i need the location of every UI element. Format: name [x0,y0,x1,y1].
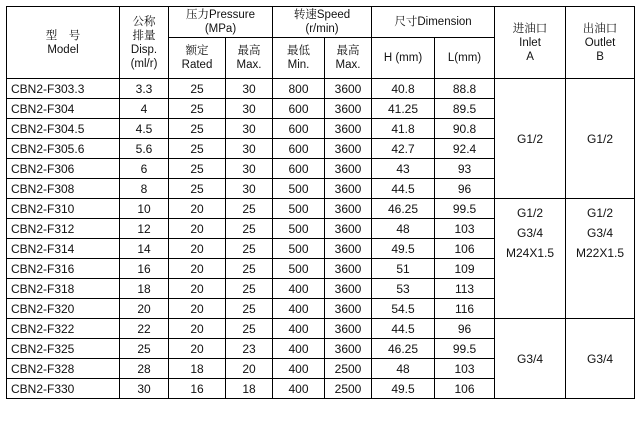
header-model-en: Model [47,43,79,56]
outlet-value: G1/2 [587,131,614,146]
cell-smax: 3600 [325,199,372,219]
cell-model: CBN2-F304.5 [7,119,120,139]
header-dimension [372,7,495,38]
cell-l: 106 [435,239,495,259]
header-speed-min [273,38,325,79]
cell-smax: 2500 [325,359,372,379]
cell-smin: 600 [273,159,325,179]
header-outlet-letter: B [596,50,604,63]
cell-smin: 400 [273,379,325,399]
cell-inlet-group-2 [495,199,566,319]
cell-h: 44.5 [372,179,435,199]
spec-table [6,6,635,399]
cell-smax: 3600 [325,119,372,139]
cell-smax: 2500 [325,379,372,399]
cell-disp: 8 [120,179,169,199]
cell-h: 49.5 [372,239,435,259]
cell-disp: 25 [120,339,169,359]
cell-l: 103 [435,359,495,379]
cell-pmax: 30 [226,139,273,159]
cell-smin: 500 [273,259,325,279]
header-rated-en: Rated [181,59,213,71]
cell-rated: 18 [169,359,226,379]
outlet-value: G3/4 [587,226,614,240]
cell-smin: 400 [273,279,325,299]
cell-l: 88.8 [435,79,495,99]
cell-smin: 800 [273,79,325,99]
cell-pmax: 20 [226,359,273,379]
cell-outlet-group-1 [566,79,635,199]
cell-h: 51 [372,259,435,279]
cell-rated: 25 [169,139,226,159]
cell-disp: 28 [120,359,169,379]
cell-smin: 400 [273,319,325,339]
cell-rated: 20 [169,239,226,259]
cell-l: 99.5 [435,199,495,219]
cell-h: 48 [372,219,435,239]
header-rated-cn: 额定 [185,45,209,57]
cell-smin: 500 [273,239,325,259]
cell-model: CBN2-F314 [7,239,120,259]
cell-l: 116 [435,299,495,319]
cell-outlet-group-3 [566,319,635,399]
cell-h: 54.5 [372,299,435,319]
cell-pmax: 25 [226,199,273,219]
cell-h: 41.8 [372,119,435,139]
cell-smin: 400 [273,299,325,319]
header-model-cn: 型 号 [45,29,81,42]
cell-model: CBN2-F304 [7,99,120,119]
cell-h: 48 [372,359,435,379]
cell-model: CBN2-F306 [7,159,120,179]
header-pmax-en: Max. [236,59,262,71]
cell-pmax: 30 [226,119,273,139]
cell-rated: 25 [169,79,226,99]
cell-l: 99.5 [435,339,495,359]
cell-smax: 3600 [325,99,372,119]
cell-l: 92.4 [435,139,495,159]
cell-l: 109 [435,259,495,279]
cell-h: 42.7 [372,139,435,159]
inlet-value: G1/2 [517,206,544,220]
cell-pmax: 25 [226,259,273,279]
cell-smin: 600 [273,139,325,159]
header-disp-en: Disp. [130,43,158,56]
cell-disp: 4 [120,99,169,119]
cell-disp: 20 [120,299,169,319]
cell-disp: 16 [120,259,169,279]
cell-inlet-group-3 [495,319,566,399]
table-row [7,319,635,339]
cell-l: 89.5 [435,99,495,119]
header-pressure-unit: (MPa) [204,23,237,35]
cell-h: 46.25 [372,199,435,219]
cell-model: CBN2-F305.6 [7,139,120,159]
header-pressure-max [226,38,273,79]
header-speed-title: 转速Speed [293,9,351,21]
cell-h: 44.5 [372,319,435,339]
cell-rated: 20 [169,219,226,239]
cell-h: 49.5 [372,379,435,399]
outlet-value: G1/2 [587,206,614,220]
header-speed-max [325,38,372,79]
header-smin-en: Min. [287,59,310,71]
cell-rated: 20 [169,319,226,339]
header-pressure [169,7,273,38]
cell-rated: 25 [169,99,226,119]
header-speed-unit: (r/min) [305,23,339,35]
cell-disp: 6 [120,159,169,179]
cell-smax: 3600 [325,139,372,159]
cell-inlet-group-1 [495,79,566,199]
inlet-value: G1/2 [517,131,544,146]
cell-disp: 4.5 [120,119,169,139]
cell-smax: 3600 [325,339,372,359]
cell-smin: 600 [273,99,325,119]
cell-pmax: 23 [226,339,273,359]
cell-pmax: 18 [226,379,273,399]
cell-smax: 3600 [325,319,372,339]
cell-pmax: 25 [226,319,273,339]
cell-smax: 3600 [325,219,372,239]
cell-rated: 20 [169,339,226,359]
table-row [7,199,635,219]
cell-smin: 500 [273,179,325,199]
cell-pmax: 25 [226,239,273,259]
header-disp-cn: 公称 [132,15,156,28]
cell-rated: 25 [169,119,226,139]
cell-smin: 500 [273,219,325,239]
cell-model: CBN2-F325 [7,339,120,359]
header-outlet-en: Outlet [584,36,616,49]
cell-smin: 600 [273,119,325,139]
cell-pmax: 30 [226,79,273,99]
cell-smax: 3600 [325,299,372,319]
cell-model: CBN2-F318 [7,279,120,299]
cell-disp: 3.3 [120,79,169,99]
cell-model: CBN2-F320 [7,299,120,319]
cell-l: 93 [435,159,495,179]
cell-h: 53 [372,279,435,299]
inlet-value: M24X1.5 [506,246,555,260]
header-row-1 [7,7,635,38]
cell-rated: 20 [169,299,226,319]
header-disp-cn2: 排量 [132,29,156,42]
cell-disp: 30 [120,379,169,399]
header-pressure-title: 压力Pressure [185,9,256,21]
cell-pmax: 25 [226,219,273,239]
table-row [7,79,635,99]
cell-pmax: 25 [226,279,273,299]
cell-l: 106 [435,379,495,399]
inlet-value: G3/4 [517,351,544,366]
cell-disp: 10 [120,199,169,219]
header-smax-cn: 最高 [336,45,360,57]
cell-smax: 3600 [325,179,372,199]
outlet-value: G3/4 [587,351,614,366]
cell-l: 90.8 [435,119,495,139]
inlet-value: G3/4 [517,226,544,240]
header-speed [273,7,372,38]
cell-l: 103 [435,219,495,239]
cell-model: CBN2-F328 [7,359,120,379]
cell-smax: 3600 [325,159,372,179]
cell-smin: 400 [273,339,325,359]
cell-pmax: 30 [226,159,273,179]
header-rated [169,38,226,79]
header-inlet-en: Inlet [519,36,541,49]
outlet-value: M22X1.5 [576,246,625,260]
header-pmax-cn: 最高 [237,45,261,57]
cell-pmax: 30 [226,99,273,119]
header-disp [120,7,169,79]
cell-smax: 3600 [325,259,372,279]
header-l: L(mm) [435,38,495,79]
cell-model: CBN2-F330 [7,379,120,399]
cell-disp: 5.6 [120,139,169,159]
cell-rated: 25 [169,179,226,199]
cell-smax: 3600 [325,279,372,299]
cell-l: 96 [435,319,495,339]
cell-rated: 20 [169,259,226,279]
header-inlet [495,7,566,79]
header-inlet-letter: A [526,50,534,63]
cell-smin: 500 [273,199,325,219]
header-model [7,7,120,79]
cell-h: 40.8 [372,79,435,99]
cell-rated: 20 [169,279,226,299]
cell-h: 43 [372,159,435,179]
cell-rated: 20 [169,199,226,219]
cell-h: 41.25 [372,99,435,119]
cell-rated: 25 [169,159,226,179]
cell-pmax: 25 [226,299,273,319]
cell-l: 96 [435,179,495,199]
header-outlet [566,7,635,79]
header-smax-en: Max. [335,59,361,71]
cell-smax: 3600 [325,79,372,99]
cell-pmax: 30 [226,179,273,199]
cell-h: 46.25 [372,339,435,359]
cell-disp: 14 [120,239,169,259]
cell-outlet-group-2 [566,199,635,319]
cell-disp: 22 [120,319,169,339]
cell-model: CBN2-F303.3 [7,79,120,99]
cell-model: CBN2-F310 [7,199,120,219]
cell-smax: 3600 [325,239,372,259]
cell-smin: 400 [273,359,325,379]
cell-model: CBN2-F308 [7,179,120,199]
cell-rated: 16 [169,379,226,399]
cell-l: 113 [435,279,495,299]
header-outlet-cn: 出油口 [582,22,618,35]
header-smin-cn: 最低 [287,45,310,57]
header-disp-unit: (ml/r) [130,57,158,70]
header-h: H (mm) [372,38,435,79]
cell-model: CBN2-F322 [7,319,120,339]
header-inlet-cn: 进油口 [512,22,548,35]
cell-disp: 18 [120,279,169,299]
cell-model: CBN2-F312 [7,219,120,239]
header-dimension-title: 尺寸Dimension [394,16,472,28]
cell-model: CBN2-F316 [7,259,120,279]
cell-disp: 12 [120,219,169,239]
